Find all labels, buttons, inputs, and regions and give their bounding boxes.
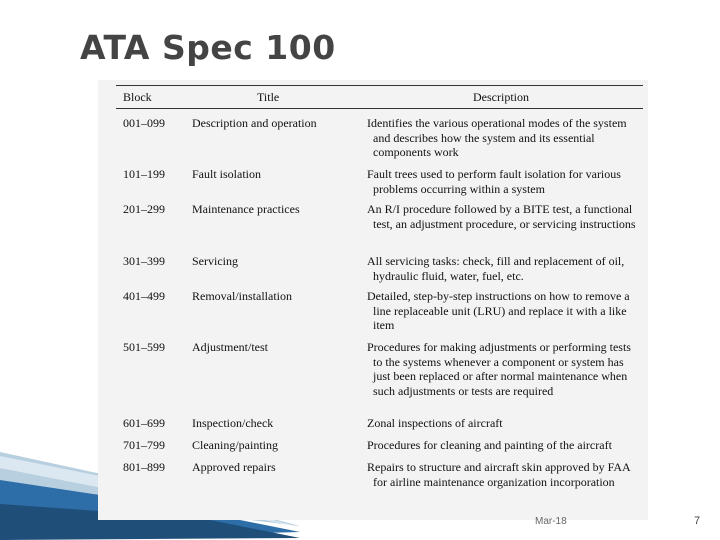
row-block-cell: 701–799 xyxy=(123,438,165,452)
row-block-cell: 801–899 xyxy=(123,460,165,474)
row-block-cell: 301–399 xyxy=(123,254,165,268)
footer-date: Mar-18 xyxy=(535,516,567,527)
row-title-cell: Description and operation xyxy=(192,116,317,130)
row-block-cell: 201–299 xyxy=(123,202,165,216)
row-description-cell: Procedures for making adjustments or performing tests to the systems whenever a component or system has just been replaced or after normal maintenance when such adjustments or tests are required xyxy=(367,340,631,398)
slide-title: ATA Spec 100 xyxy=(80,28,336,67)
row-description-cell: An R/I procedure followed by a BITE test, a functional test, an adjustment procedure, or servicing instructions xyxy=(367,202,636,231)
row-title-cell: Inspection/check xyxy=(192,416,274,430)
row-title-cell: Cleaning/painting xyxy=(192,438,278,452)
table-header xyxy=(116,85,643,109)
row-block-cell: 601–699 xyxy=(123,416,165,430)
row-title-cell: Servicing xyxy=(192,254,238,268)
row-description-cell: Detailed, step-by-step instructions on how to remove a line replaceable unit (LRU) and replace it with a like item xyxy=(367,289,630,333)
ata-spec-table xyxy=(116,85,643,489)
row-title-cell: Approved repairs xyxy=(192,460,276,474)
row-description-cell: Procedures for cleaning and painting of the aircraft xyxy=(367,438,612,452)
column-header-title: Title xyxy=(257,90,280,104)
row-description-cell: Repairs to structure and aircraft skin approved by FAA for airline maintenance organization incorporation xyxy=(367,460,631,489)
row-title-cell: Removal/installation xyxy=(192,289,292,303)
row-description-cell: Zonal inspections of aircraft xyxy=(367,416,503,430)
page-number: 7 xyxy=(694,515,701,527)
column-header-description: Description xyxy=(473,90,529,104)
row-description-cell: Identifies the various operational modes of the system and describes how the system and its essential components work xyxy=(367,116,627,160)
row-block-cell: 501–599 xyxy=(123,340,165,354)
row-block-cell: 001–099 xyxy=(123,116,165,130)
row-block-cell: 101–199 xyxy=(123,167,165,181)
scanned-table-image xyxy=(98,80,648,520)
row-block-cell: 401–499 xyxy=(123,289,165,303)
row-title-cell: Adjustment/test xyxy=(192,340,268,354)
row-title-cell: Fault isolation xyxy=(192,167,261,181)
row-title-cell: Maintenance practices xyxy=(192,202,300,216)
column-header-block: Block xyxy=(123,90,152,104)
row-description-cell: Fault trees used to perform fault isolation for various problems occurring within a system xyxy=(367,167,621,196)
row-description-cell: All servicing tasks: check, fill and replacement of oil, hydraulic fluid, water, fuel, etc. xyxy=(367,254,625,283)
